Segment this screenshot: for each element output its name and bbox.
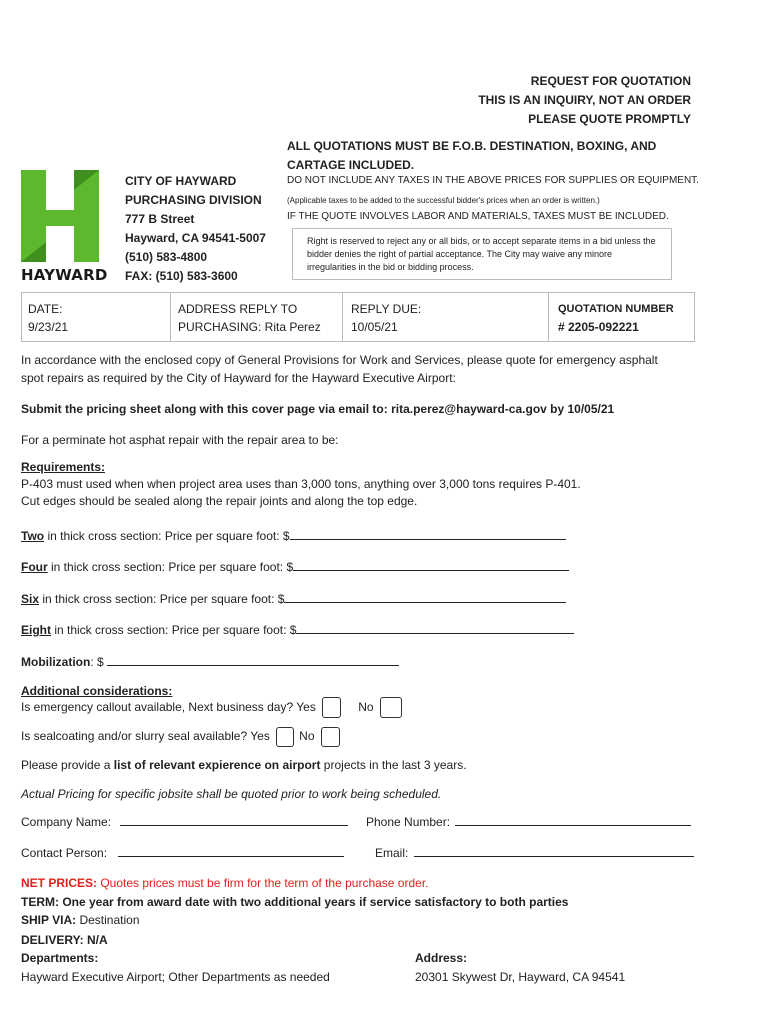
email-field[interactable] [414, 845, 694, 857]
repair-area-text: For a perminate hot asphat repair with the repair area to be: [21, 433, 339, 447]
mobilization-label: Mobilization [21, 655, 91, 669]
company-row [21, 814, 348, 829]
contact-row [21, 845, 344, 860]
requirements-title: Requirements: [21, 460, 106, 474]
eight-text: in thick cross section: Price per square foot: $ [51, 623, 297, 637]
quote-label: QUOTATION NUMBER [558, 303, 674, 315]
company-field[interactable] [120, 814, 348, 826]
departments-label: Departments: [21, 951, 99, 965]
delivery-text: DELIVERY: N/A [21, 933, 108, 947]
company-label: Company Name: [21, 815, 112, 829]
reply-value: PURCHASING: Rita Perez [178, 320, 321, 334]
six-price-field[interactable] [284, 591, 566, 603]
experience-bold: list of relevant expierence on airport [113, 758, 321, 772]
reply-cell [170, 292, 342, 342]
pricing-note: Actual Pricing for specific jobsite shall be quoted prior to work being scheduled. [21, 787, 442, 801]
header-prompt: PLEASE QUOTE PROMPTLY [528, 112, 691, 126]
city-division: PURCHASING DIVISION [125, 193, 262, 207]
net-prices-text: Quotes prices must be firm for the term of the purchase order. [97, 876, 429, 890]
four-text: in thick cross section: Price per square foot: $ [47, 560, 294, 574]
four-label: Four [21, 560, 48, 574]
two-price-field[interactable] [290, 528, 566, 540]
rights-box [292, 228, 672, 280]
city-phone: (510) 583-4800 [125, 250, 208, 264]
header-inquiry: THIS IS AN INQUIRY, NOT AN ORDER [478, 93, 691, 107]
city-fax: FAX: (510) 583-3600 [125, 269, 238, 283]
sealcoat-no-checkbox[interactable] [321, 727, 340, 747]
sealcoat-row [21, 726, 340, 747]
net-prices-row [21, 876, 429, 890]
logo-wordmark: HAYWARD [21, 266, 108, 284]
quote-cell [548, 292, 695, 342]
reply-label: ADDRESS REPLY TO [178, 302, 298, 316]
city-street: 777 B Street [125, 212, 195, 226]
emergency-row [21, 697, 402, 718]
sealcoat-yes-checkbox[interactable] [276, 727, 294, 747]
six-label: Six [21, 592, 40, 606]
contact-label: Contact Person: [21, 846, 108, 860]
experience-row [21, 758, 467, 772]
date-value: 9/23/21 [28, 320, 69, 334]
four-price-field[interactable] [293, 559, 569, 571]
mobilization-field[interactable] [107, 654, 399, 666]
city-info [125, 172, 266, 286]
due-label: REPLY DUE: [351, 302, 422, 316]
ship-row [21, 913, 140, 927]
experience-pre: Please provide a [21, 758, 114, 772]
mobilization-text: : $ [90, 655, 108, 669]
net-prices-label: NET PRICES: [21, 876, 98, 890]
ship-value: Destination [76, 913, 140, 927]
phone-field[interactable] [455, 814, 691, 826]
due-cell [342, 292, 548, 342]
additional-title: Additional considerations: [21, 684, 173, 698]
address-value: 20301 Skywest Dr, Hayward, CA 94541 [415, 970, 626, 984]
phone-row [366, 814, 691, 829]
price-two-row [21, 528, 566, 543]
ship-label: SHIP VIA: [21, 913, 77, 927]
eight-price-field[interactable] [296, 622, 574, 634]
hayward-h-icon [21, 170, 99, 262]
phone-label: Phone Number: [366, 815, 451, 829]
experience-post: projects in the last 3 years. [320, 758, 467, 772]
tax-notice: DO NOT INCLUDE ANY TAXES IN THE ABOVE PRICES FOR SUPPLIES OR EQUIPMENT. [287, 175, 699, 186]
requirement-1: P-403 must used when when project area uses than 3,000 tons, anything over 3,000 tons requires P-401. [21, 477, 581, 491]
applicable-taxes-note: (Applicable taxes to be added to the successful bidder's prices when an order is written.) [287, 196, 600, 205]
date-label: DATE: [28, 302, 63, 316]
six-text: in thick cross section: Price per square foot: $ [39, 592, 285, 606]
eight-label: Eight [21, 623, 51, 637]
price-eight-row [21, 622, 574, 637]
header-title: REQUEST FOR QUOTATION [530, 74, 691, 88]
labor-notice: IF THE QUOTE INVOLVES LABOR AND MATERIALS, TAXES MUST BE INCLUDED. [287, 211, 669, 222]
intro-paragraph: In accordance with the enclosed copy of General Provisions for Work and Services, please quote for emergency asphalt spot repairs as required by the City of Hayward for the Hayward Executive Airport: [21, 353, 658, 385]
requirements [21, 459, 721, 510]
term-text: TERM: One year from award date with two additional years if service satisfactory to both parties [21, 895, 569, 909]
emergency-question: Is emergency callout available, Next business day? Yes [21, 700, 316, 714]
requirement-2: Cut edges should be sealed along the repair joints and along the top edge. [21, 494, 418, 508]
emergency-no-label: No [358, 700, 374, 714]
departments-value: Hayward Executive Airport; Other Departments as needed [21, 970, 330, 984]
email-row [375, 845, 694, 860]
emergency-yes-checkbox[interactable] [322, 697, 341, 718]
hayward-logo [21, 170, 108, 284]
submit-instruction: Submit the pricing sheet along with this cover page via email to: rita.perez@hayward-ca.gov by 10/05/21 [21, 402, 615, 416]
rfq-header [291, 72, 691, 129]
mobilization-row [21, 654, 399, 669]
price-four-row [21, 559, 569, 574]
email-label: Email: [375, 846, 409, 860]
due-value: 10/05/21 [351, 320, 398, 334]
address-label: Address: [415, 951, 468, 965]
date-cell [21, 292, 170, 342]
rights-text: Right is reserved to reject any or all bids, or to accept separate items in a bid unless the bidder denies the right of partial acceptance. The City may waive any minore irregularities in the bid or bidding process. [307, 236, 656, 272]
quote-number: # 2205-092221 [558, 320, 639, 334]
two-label: Two [21, 529, 45, 543]
fob-notice: ALL QUOTATIONS MUST BE F.O.B. DESTINATION, BOXING, AND CARTAGE INCLUDED. [287, 139, 657, 172]
city-citystate: Hayward, CA 94541-5007 [125, 231, 266, 245]
sealcoat-no-label: No [299, 729, 315, 743]
two-text: in thick cross section: Price per square foot: $ [44, 529, 290, 543]
emergency-no-checkbox[interactable] [380, 697, 402, 718]
price-six-row [21, 591, 566, 606]
sealcoat-question: Is sealcoating and/or slurry seal available? Yes [21, 729, 270, 743]
city-name: CITY OF HAYWARD [125, 174, 237, 188]
contact-field[interactable] [118, 845, 344, 857]
